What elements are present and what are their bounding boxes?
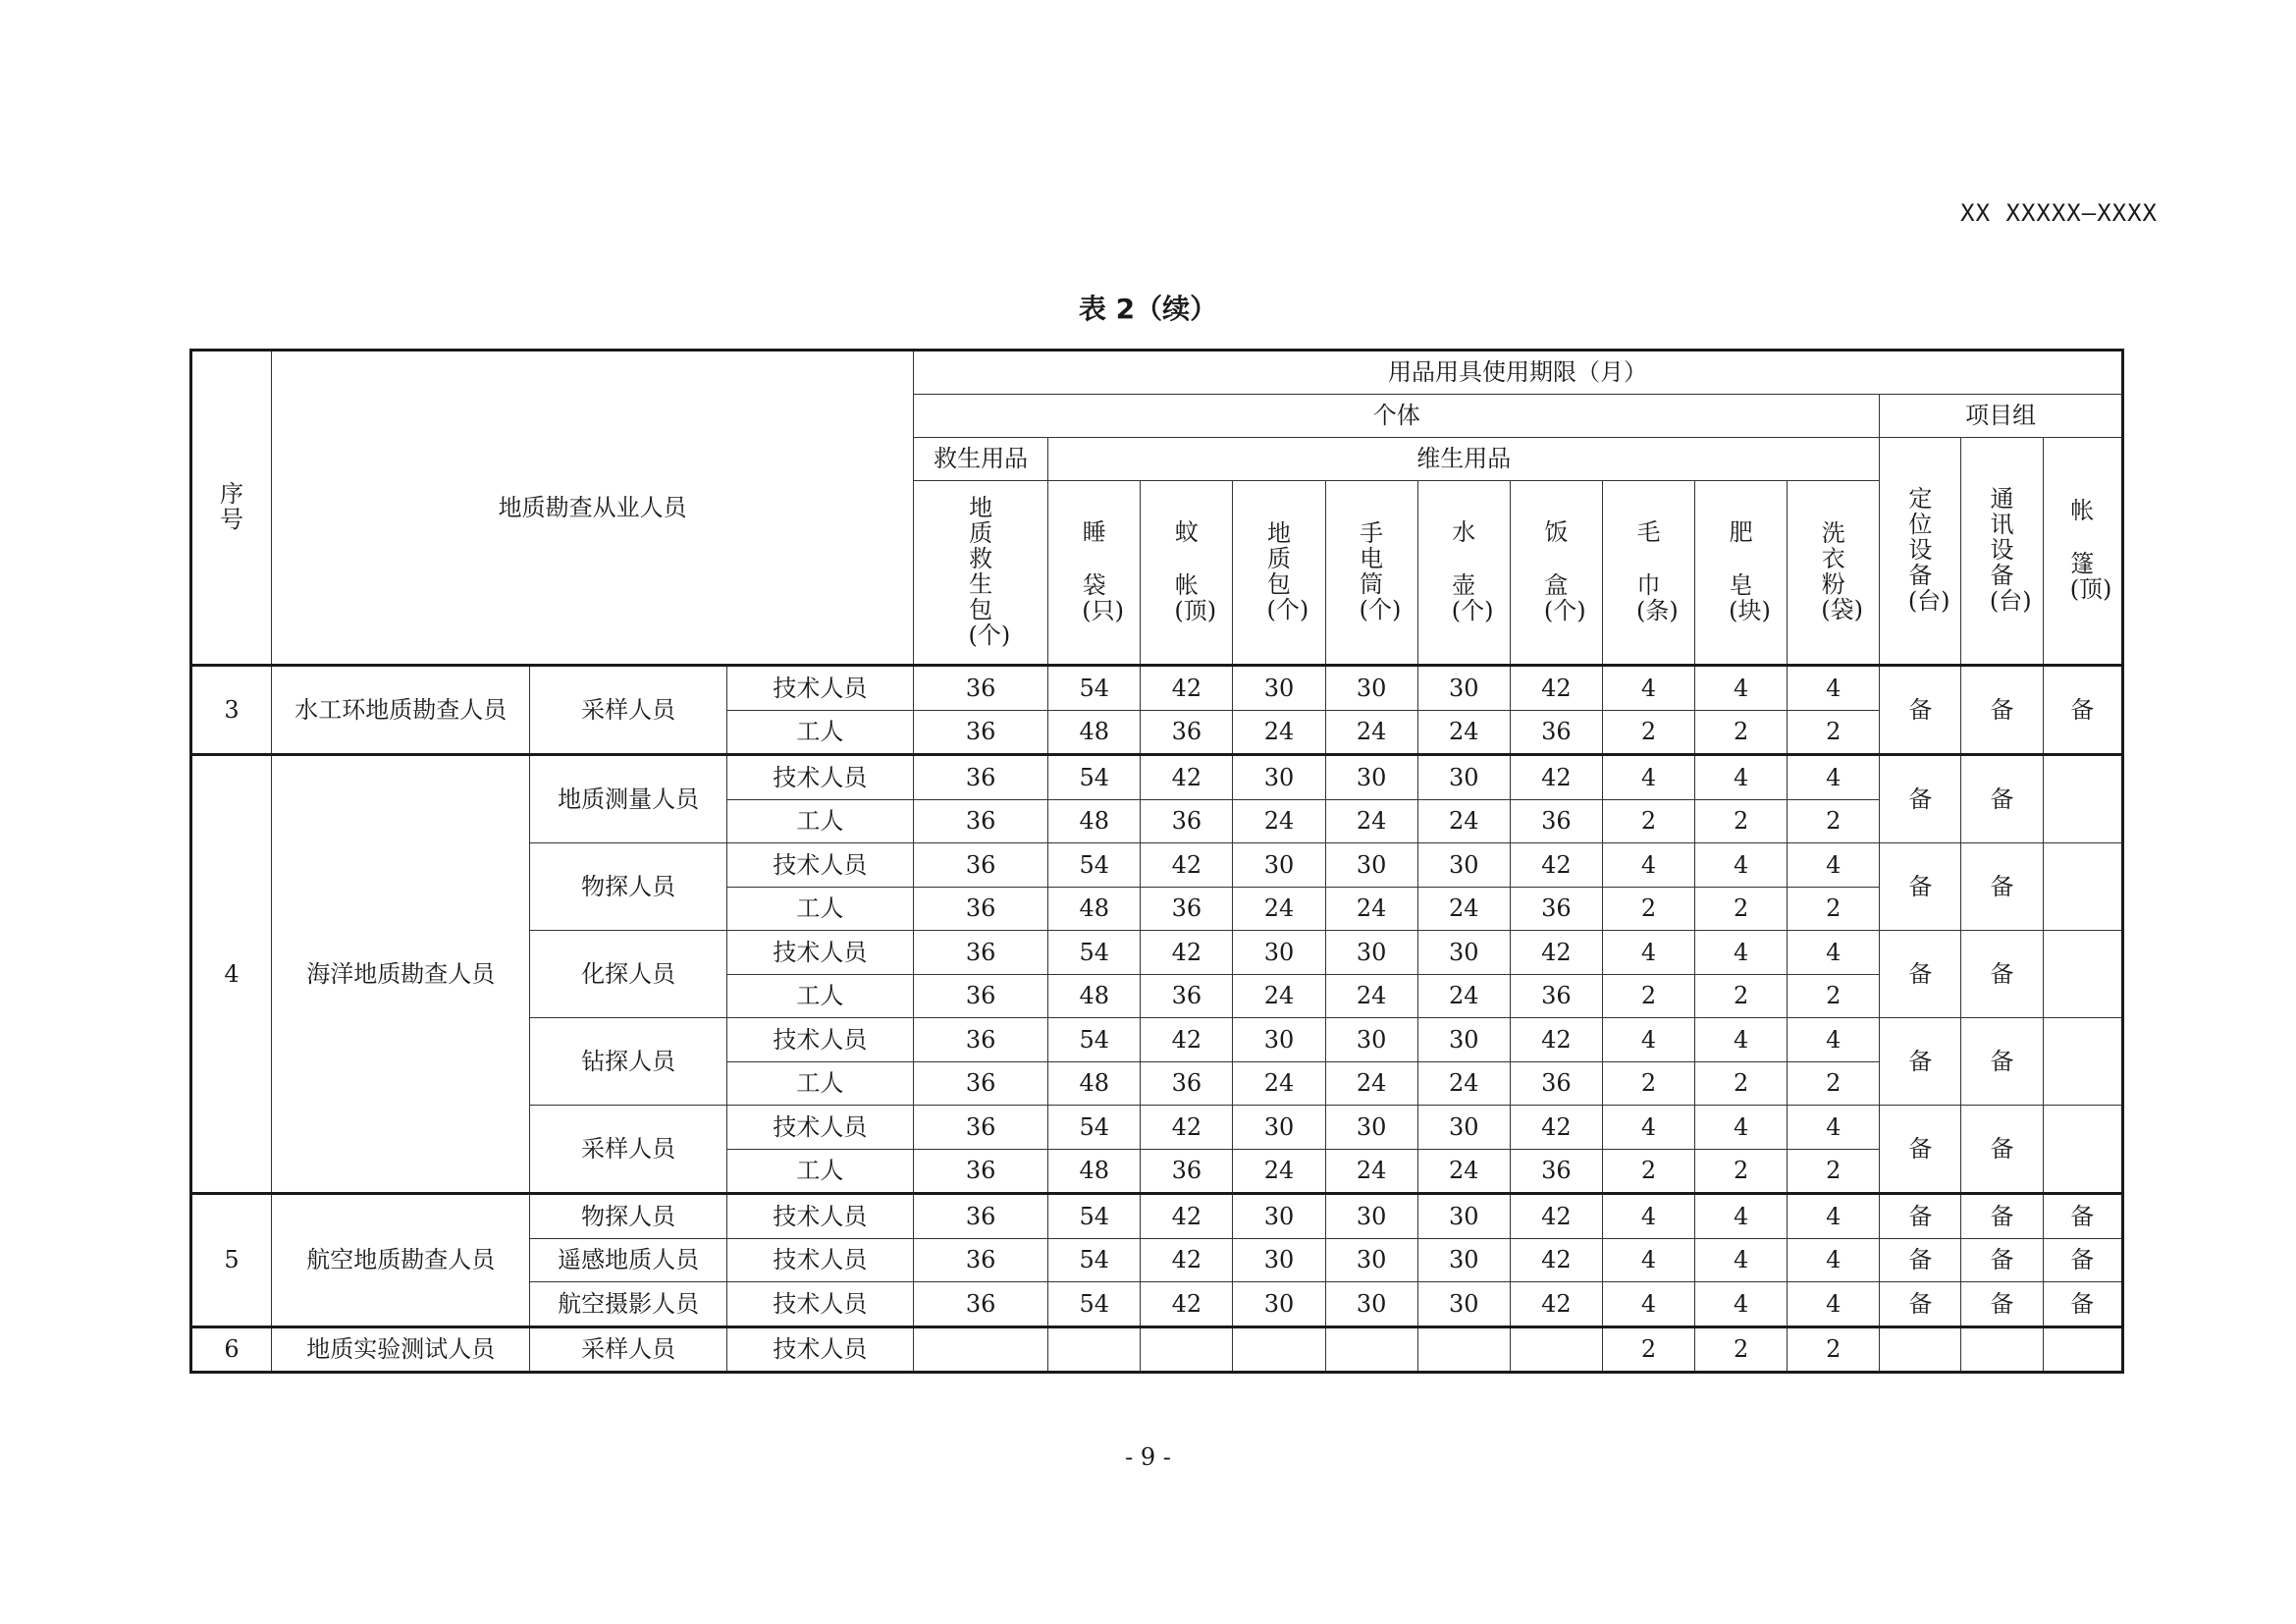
equip-cell: 备	[1961, 843, 2043, 931]
value-cell: 36	[1510, 710, 1602, 755]
value-cell	[1141, 1326, 1233, 1373]
equip-cell: 备	[1880, 755, 1961, 843]
seq-header: 序号	[191, 351, 272, 666]
value-cell: 4	[1788, 1282, 1880, 1327]
role-cell: 工人	[726, 1149, 913, 1194]
value-cell: 36	[1141, 799, 1233, 843]
value-cell: 54	[1048, 755, 1141, 800]
equip-cell	[2043, 843, 2122, 931]
value-cell: 4	[1695, 666, 1788, 711]
value-cell: 30	[1233, 1106, 1325, 1150]
value-cell: 36	[914, 1238, 1048, 1282]
value-cell: 24	[1417, 1149, 1510, 1194]
sub-group-name: 物探人员	[530, 843, 726, 931]
equip-cell: 备	[2043, 1282, 2122, 1327]
value-cell: 48	[1048, 1149, 1141, 1194]
value-cell: 30	[1417, 931, 1510, 975]
role-cell: 工人	[726, 799, 913, 843]
group-seq: 5	[191, 1194, 272, 1327]
sub-group-name: 化探人员	[530, 931, 726, 1018]
value-cell: 30	[1417, 1282, 1510, 1327]
value-cell: 4	[1695, 843, 1788, 888]
value-cell: 36	[1510, 887, 1602, 931]
equip-cell: 备	[1961, 1194, 2043, 1239]
value-cell: 42	[1141, 755, 1233, 800]
value-cell: 42	[1510, 843, 1602, 888]
value-cell: 24	[1325, 974, 1417, 1018]
value-cell: 2	[1695, 1149, 1788, 1194]
value-cell: 36	[1141, 974, 1233, 1018]
value-cell: 30	[1417, 755, 1510, 800]
value-cell	[1048, 1326, 1141, 1373]
value-cell: 2	[1788, 799, 1880, 843]
value-cell: 2	[1602, 1061, 1694, 1106]
value-cell	[1417, 1326, 1510, 1373]
project-group-header: 项目组	[1880, 395, 2123, 438]
value-cell: 4	[1788, 1018, 1880, 1062]
equip-cell: 备	[1961, 1018, 2043, 1106]
value-cell: 36	[1141, 1061, 1233, 1106]
value-cell: 30	[1233, 666, 1325, 711]
value-cell: 42	[1510, 1194, 1602, 1239]
value-cell: 30	[1233, 755, 1325, 800]
value-cell: 42	[1510, 1238, 1602, 1282]
value-cell: 24	[1417, 710, 1510, 755]
value-cell: 2	[1788, 710, 1880, 755]
value-cell: 30	[1233, 843, 1325, 888]
value-cell	[1233, 1326, 1325, 1373]
value-cell: 24	[1325, 710, 1417, 755]
equip-cell: 备	[2043, 666, 2122, 755]
role-cell: 技术人员	[726, 1194, 913, 1239]
table-row	[191, 755, 2123, 800]
value-cell: 2	[1788, 1149, 1880, 1194]
value-cell: 42	[1141, 843, 1233, 888]
equip-cell: 备	[2043, 1238, 2122, 1282]
value-cell: 54	[1048, 1194, 1141, 1239]
sub-group-name: 采样人员	[530, 666, 726, 755]
sub-group-name: 遥感地质人员	[530, 1238, 726, 1282]
equip-cell: 备	[1880, 931, 1961, 1018]
value-cell: 4	[1695, 1018, 1788, 1062]
value-cell: 36	[1510, 1061, 1602, 1106]
value-cell: 36	[1141, 1149, 1233, 1194]
value-cell: 4	[1695, 755, 1788, 800]
equip-cell: 备	[1880, 843, 1961, 931]
value-cell: 30	[1325, 1106, 1417, 1150]
value-cell: 24	[1417, 799, 1510, 843]
col-lunchbox: 饭 盒(个)	[1510, 481, 1602, 666]
value-cell: 30	[1417, 1194, 1510, 1239]
value-cell: 4	[1602, 1194, 1694, 1239]
equip-cell	[2043, 1018, 2122, 1106]
value-cell: 30	[1417, 843, 1510, 888]
value-cell: 36	[1510, 799, 1602, 843]
role-cell: 工人	[726, 1061, 913, 1106]
equip-cell	[2043, 1106, 2122, 1194]
value-cell: 48	[1048, 710, 1141, 755]
value-cell: 30	[1325, 755, 1417, 800]
value-cell: 36	[914, 1061, 1048, 1106]
equip-cell: 备	[1880, 1282, 1961, 1327]
value-cell: 48	[1048, 799, 1141, 843]
equip-cell: 备	[1961, 931, 2043, 1018]
value-cell: 2	[1788, 974, 1880, 1018]
value-cell: 30	[1325, 1194, 1417, 1239]
role-cell: 技术人员	[726, 931, 913, 975]
sub-group-name: 采样人员	[530, 1106, 726, 1194]
col-communication: 通讯设备(台)	[1961, 438, 2043, 666]
value-cell: 24	[1233, 1061, 1325, 1106]
role-cell: 工人	[726, 710, 913, 755]
col-detergent: 洗衣粉(袋)	[1788, 481, 1880, 666]
document-code: XX XXXXX—XXXX	[1960, 199, 2158, 227]
value-cell: 24	[1233, 887, 1325, 931]
value-cell: 24	[1233, 974, 1325, 1018]
equip-cell	[1880, 1326, 1961, 1373]
value-cell: 24	[1233, 1149, 1325, 1194]
value-cell: 2	[1602, 1326, 1694, 1373]
value-cell: 36	[914, 974, 1048, 1018]
role-cell: 技术人员	[726, 755, 913, 800]
value-cell: 36	[914, 666, 1048, 711]
role-cell: 技术人员	[726, 1326, 913, 1373]
value-cell: 42	[1141, 1194, 1233, 1239]
value-cell: 4	[1788, 1238, 1880, 1282]
role-cell: 技术人员	[726, 1238, 913, 1282]
col-mosquito-net: 蚊 帐(顶)	[1141, 481, 1233, 666]
value-cell: 24	[1325, 799, 1417, 843]
value-cell: 4	[1788, 1194, 1880, 1239]
personnel-header: 地质勘查从业人员	[272, 351, 914, 666]
col-positioning: 定位设备(台)	[1880, 438, 1961, 666]
value-cell: 36	[1510, 974, 1602, 1018]
col-tent: 帐 篷(顶)	[2043, 438, 2122, 666]
sub-group-name: 航空摄影人员	[530, 1282, 726, 1327]
group-name: 地质实验测试人员	[272, 1326, 530, 1373]
value-cell: 42	[1510, 1106, 1602, 1150]
value-cell: 30	[1233, 931, 1325, 975]
table-title: 表 2（续）	[1078, 293, 1218, 325]
value-cell: 4	[1788, 666, 1880, 711]
value-cell: 4	[1695, 1238, 1788, 1282]
sub-group-name: 采样人员	[530, 1326, 726, 1373]
role-cell: 工人	[726, 974, 913, 1018]
value-cell: 4	[1602, 843, 1694, 888]
value-cell: 24	[1417, 974, 1510, 1018]
value-cell: 42	[1510, 1282, 1602, 1327]
value-cell: 42	[1141, 666, 1233, 711]
value-cell: 36	[914, 1282, 1048, 1327]
role-cell: 技术人员	[726, 1018, 913, 1062]
col-soap: 肥 皂(块)	[1695, 481, 1788, 666]
group-seq: 4	[191, 755, 272, 1194]
value-cell: 54	[1048, 1282, 1141, 1327]
col-towel: 毛 巾(条)	[1602, 481, 1694, 666]
value-cell: 42	[1141, 1018, 1233, 1062]
value-cell: 42	[1141, 1282, 1233, 1327]
role-cell: 技术人员	[726, 1106, 913, 1150]
value-cell: 54	[1048, 1106, 1141, 1150]
col-kettle: 水 壶(个)	[1417, 481, 1510, 666]
value-cell: 36	[914, 887, 1048, 931]
value-cell: 54	[1048, 1238, 1141, 1282]
value-cell: 36	[914, 1018, 1048, 1062]
value-cell: 30	[1233, 1282, 1325, 1327]
equip-cell	[2043, 1326, 2122, 1373]
group-seq: 6	[191, 1326, 272, 1373]
value-cell: 4	[1788, 931, 1880, 975]
value-cell: 42	[1141, 1238, 1233, 1282]
col-flashlight: 手电筒(个)	[1325, 481, 1417, 666]
value-cell: 30	[1233, 1194, 1325, 1239]
value-cell: 42	[1510, 666, 1602, 711]
page-number: - 9 -	[1125, 1443, 1171, 1471]
equip-cell: 备	[1880, 1238, 1961, 1282]
value-cell: 4	[1788, 755, 1880, 800]
value-cell: 48	[1048, 1061, 1141, 1106]
value-cell: 30	[1417, 1106, 1510, 1150]
sub-group-name: 地质测量人员	[530, 755, 726, 843]
value-cell: 24	[1417, 1061, 1510, 1106]
group-name: 航空地质勘查人员	[272, 1194, 530, 1327]
col-geo-bag: 地质包(个)	[1233, 481, 1325, 666]
value-cell: 4	[1602, 1106, 1694, 1150]
equip-cell: 备	[1961, 1238, 2043, 1282]
value-cell: 2	[1695, 799, 1788, 843]
value-cell: 24	[1417, 887, 1510, 931]
value-cell: 2	[1695, 974, 1788, 1018]
value-cell: 24	[1325, 887, 1417, 931]
equip-cell	[2043, 931, 2122, 1018]
equip-cell: 备	[1961, 1282, 2043, 1327]
role-cell: 工人	[726, 887, 913, 931]
value-cell: 24	[1233, 799, 1325, 843]
equip-cell	[2043, 755, 2122, 843]
survival-header: 维生用品	[1048, 438, 1880, 481]
value-cell: 2	[1695, 1326, 1788, 1373]
value-cell: 4	[1695, 1106, 1788, 1150]
col-sleeping-bag: 睡 袋(只)	[1048, 481, 1141, 666]
role-cell: 技术人员	[726, 1282, 913, 1327]
value-cell: 4	[1602, 931, 1694, 975]
value-cell: 30	[1325, 1238, 1417, 1282]
value-cell: 36	[914, 843, 1048, 888]
role-cell: 技术人员	[726, 843, 913, 888]
table-row	[191, 666, 2123, 711]
sub-group-name: 钻探人员	[530, 1018, 726, 1106]
value-cell: 30	[1417, 1018, 1510, 1062]
table-row	[191, 1326, 2123, 1373]
value-cell: 2	[1695, 1061, 1788, 1106]
value-cell: 48	[1048, 974, 1141, 1018]
value-cell: 30	[1417, 1238, 1510, 1282]
value-cell	[1325, 1326, 1417, 1373]
value-cell: 42	[1510, 931, 1602, 975]
value-cell: 2	[1602, 1149, 1694, 1194]
value-cell: 54	[1048, 843, 1141, 888]
group-seq: 3	[191, 666, 272, 755]
value-cell	[914, 1326, 1048, 1373]
equip-cell: 备	[2043, 1194, 2122, 1239]
value-cell: 36	[914, 931, 1048, 975]
value-cell: 54	[1048, 666, 1141, 711]
value-cell: 4	[1602, 1282, 1694, 1327]
value-cell: 4	[1602, 755, 1694, 800]
value-cell: 2	[1788, 887, 1880, 931]
value-cell: 24	[1233, 710, 1325, 755]
value-cell: 2	[1602, 710, 1694, 755]
value-cell: 30	[1325, 1018, 1417, 1062]
col-rescue-bag: 地质救生包(个)	[914, 481, 1048, 666]
table-row	[191, 1194, 2123, 1239]
value-cell: 36	[914, 1194, 1048, 1239]
value-cell: 36	[914, 755, 1048, 800]
value-cell: 42	[1510, 1018, 1602, 1062]
value-cell: 30	[1325, 1282, 1417, 1327]
value-cell: 36	[914, 799, 1048, 843]
value-cell: 24	[1325, 1061, 1417, 1106]
value-cell	[1510, 1326, 1602, 1373]
value-cell: 36	[1141, 710, 1233, 755]
equip-cell: 备	[1961, 1106, 2043, 1194]
value-cell: 30	[1233, 1018, 1325, 1062]
value-cell: 2	[1695, 887, 1788, 931]
value-cell: 36	[1141, 887, 1233, 931]
value-cell: 42	[1141, 931, 1233, 975]
role-cell: 技术人员	[726, 666, 913, 711]
period-header: 用品用具使用期限（月）	[914, 351, 2123, 395]
equip-cell: 备	[1961, 755, 2043, 843]
supplies-table	[189, 349, 2124, 1374]
value-cell: 2	[1788, 1061, 1880, 1106]
value-cell: 36	[1510, 1149, 1602, 1194]
equip-cell: 备	[1880, 1194, 1961, 1239]
value-cell: 4	[1602, 1238, 1694, 1282]
value-cell: 54	[1048, 931, 1141, 975]
value-cell: 4	[1602, 666, 1694, 711]
rescue-header: 救生用品	[914, 438, 1048, 481]
equip-cell: 备	[1880, 1106, 1961, 1194]
value-cell: 2	[1602, 974, 1694, 1018]
group-name: 水工环地质勘查人员	[272, 666, 530, 755]
value-cell: 24	[1325, 1149, 1417, 1194]
value-cell: 4	[1602, 1018, 1694, 1062]
value-cell: 54	[1048, 1018, 1141, 1062]
value-cell: 42	[1141, 1106, 1233, 1150]
value-cell: 2	[1695, 710, 1788, 755]
value-cell: 4	[1788, 843, 1880, 888]
value-cell: 4	[1788, 1106, 1880, 1150]
value-cell: 4	[1695, 931, 1788, 975]
value-cell: 30	[1417, 666, 1510, 711]
equip-cell: 备	[1880, 666, 1961, 755]
value-cell: 30	[1325, 931, 1417, 975]
value-cell: 36	[914, 710, 1048, 755]
value-cell: 36	[914, 1149, 1048, 1194]
group-name: 海洋地质勘查人员	[272, 755, 530, 1194]
value-cell: 4	[1695, 1194, 1788, 1239]
value-cell: 4	[1695, 1282, 1788, 1327]
sub-group-name: 物探人员	[530, 1194, 726, 1239]
value-cell: 30	[1233, 1238, 1325, 1282]
individual-header: 个体	[914, 395, 1880, 438]
value-cell: 48	[1048, 887, 1141, 931]
value-cell: 2	[1602, 799, 1694, 843]
value-cell: 30	[1325, 666, 1417, 711]
value-cell: 2	[1788, 1326, 1880, 1373]
value-cell: 2	[1602, 887, 1694, 931]
value-cell: 42	[1510, 755, 1602, 800]
equip-cell: 备	[1880, 1018, 1961, 1106]
equip-cell	[1961, 1326, 2043, 1373]
value-cell: 30	[1325, 843, 1417, 888]
value-cell: 36	[914, 1106, 1048, 1150]
equip-cell: 备	[1961, 666, 2043, 755]
